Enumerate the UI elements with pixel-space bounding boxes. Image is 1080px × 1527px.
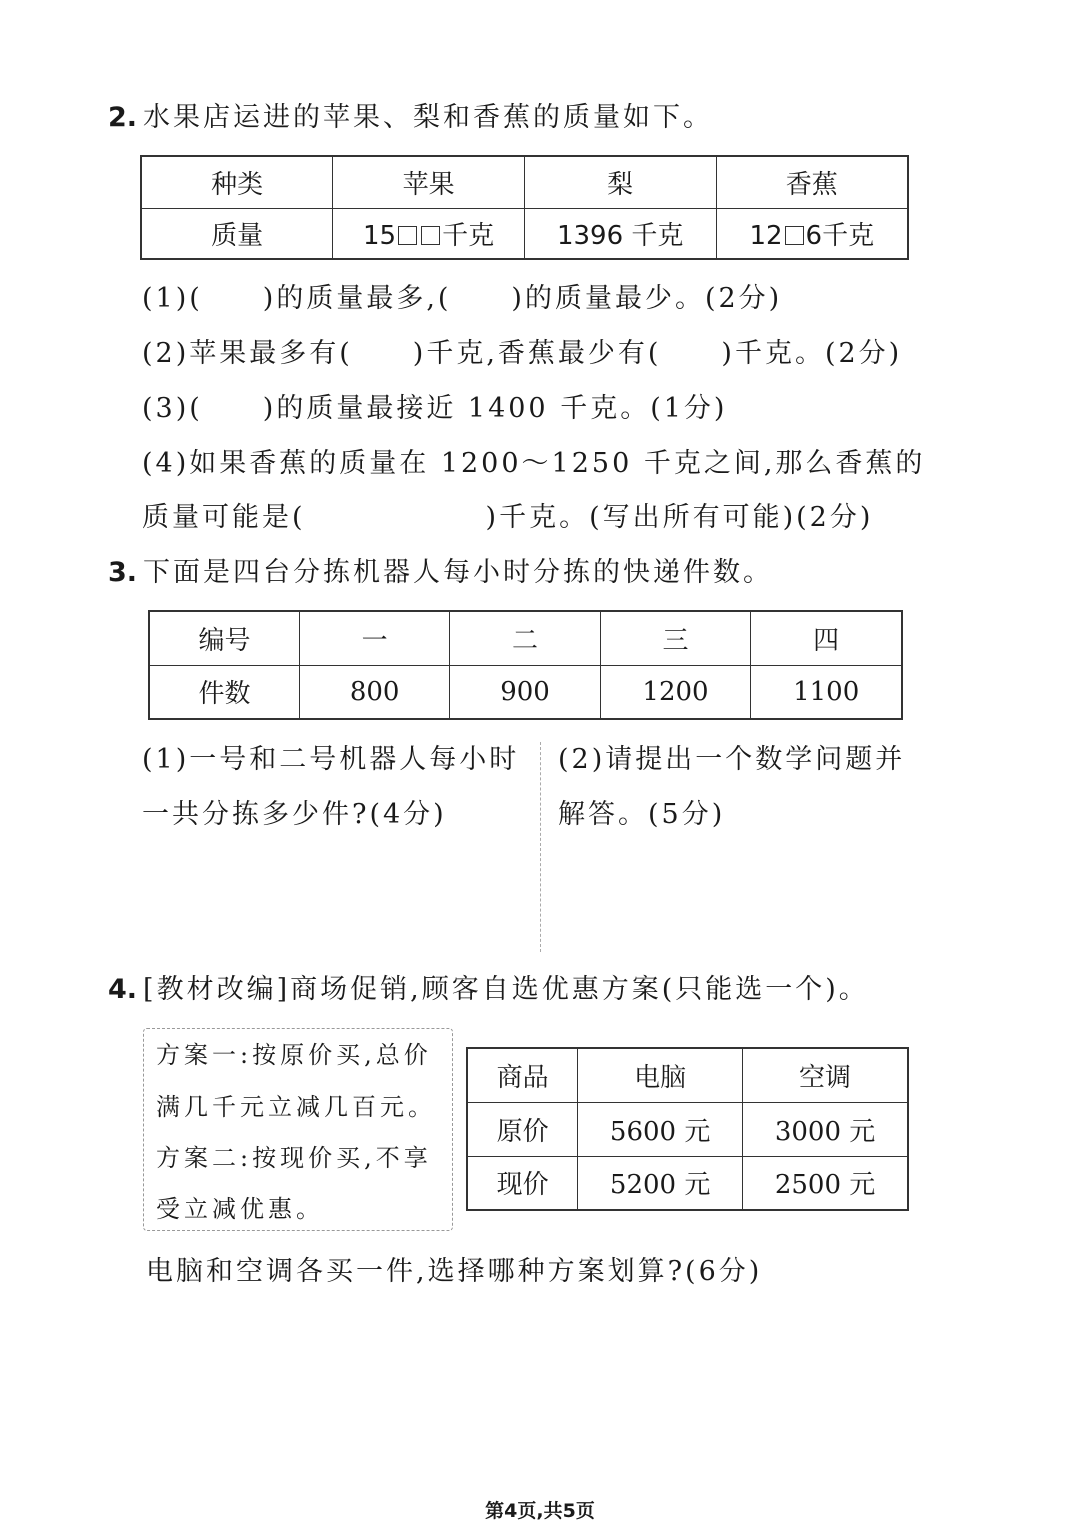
table-header-cell: 商品: [467, 1048, 578, 1102]
table-row-label: 件数: [149, 665, 299, 719]
q4-question: 电脑和空调各买一件,选择哪种方案划算?(6分): [146, 1256, 763, 1287]
table-cell: 3000 元: [743, 1102, 908, 1156]
table-header-cell: 二: [450, 611, 600, 665]
q2-number: 2.: [108, 102, 138, 133]
table-header-cell: 香蕉: [716, 156, 908, 208]
table-cell: 1100: [751, 665, 902, 719]
q2-title: [108, 101, 713, 135]
q4-title: [108, 973, 869, 1007]
fruit-weight-table: [140, 155, 909, 260]
table-cell: 2500 元: [743, 1156, 908, 1210]
table-row-label: 现价: [467, 1156, 578, 1210]
pear-weight-cell: 1396 千克: [524, 208, 716, 259]
table-cell: 5200 元: [578, 1156, 743, 1210]
table-header-cell: 空调: [743, 1048, 908, 1102]
robot-count-table: [148, 610, 903, 720]
q3-sub1-line1: (1)一号和二号机器人每小时: [142, 744, 520, 775]
banana-weight-cell: 12 6千克: [716, 208, 908, 259]
table-header-cell: 一: [299, 611, 449, 665]
table-cell: 900: [450, 665, 600, 719]
blank-box: [398, 226, 417, 245]
q4-number: 4.: [108, 974, 138, 1005]
table-header-cell: 三: [600, 611, 751, 665]
q2-title-text: 水果店运进的苹果、梨和香蕉的质量如下。: [143, 102, 714, 133]
blank-box: [785, 226, 804, 245]
scheme-line: 满几千元立减几百元。: [156, 1093, 436, 1121]
price-table: [466, 1047, 909, 1211]
apple-weight-cell: 15 千克: [333, 208, 524, 259]
table-header-cell: 种类: [141, 156, 333, 208]
table-row-label: 质量: [141, 208, 333, 259]
q3-number: 3.: [108, 557, 138, 588]
table-header-cell: 苹果: [333, 156, 524, 208]
table-header-cell: 梨: [524, 156, 716, 208]
q3-sub1-line2: 一共分拣多少件?(4分): [142, 799, 447, 830]
table-row-label: 原价: [467, 1102, 578, 1156]
q3-title-text: 下面是四台分拣机器人每小时分拣的快递件数。: [143, 557, 774, 588]
table-cell: 5600 元: [578, 1102, 743, 1156]
q2-sub4-line1: (4)如果香蕉的质量在 1200～1250 千克之间,那么香蕉的: [142, 448, 926, 479]
q2-sub3: (3)( )的质量最接近 1400 千克。(1分): [142, 393, 728, 424]
scheme-line: 受立减优惠。: [156, 1195, 324, 1223]
table-cell: 800: [299, 665, 449, 719]
q2-sub1: (1)( )的质量最多,( )的质量最少。(2分): [142, 283, 783, 314]
table-header-cell: 电脑: [578, 1048, 743, 1102]
q4-title-text: [教材改编]商场促销,顾客自选优惠方案(只能选一个)。: [143, 974, 869, 1005]
q3-title: [108, 556, 773, 590]
answer-divider: [540, 742, 541, 952]
q2-sub2: (2)苹果最多有( )千克,香蕉最少有( )千克。(2分): [142, 338, 903, 369]
q3-sub2-line2: 解答。(5分): [558, 799, 726, 830]
q2-sub4-line2: 质量可能是( )千克。(写出所有可能)(2分): [142, 502, 874, 533]
table-cell: 1200: [600, 665, 751, 719]
page-footer: 第4页,共5页: [485, 1500, 595, 1522]
blank-box: [421, 226, 440, 245]
table-header-cell: 四: [751, 611, 902, 665]
q3-sub2-line1: (2)请提出一个数学问题并: [558, 744, 906, 775]
scheme-line: 方案二:按现价买,不享: [156, 1144, 432, 1172]
table-header-cell: 编号: [149, 611, 299, 665]
scheme-line: 方案一:按原价买,总价: [156, 1041, 432, 1069]
